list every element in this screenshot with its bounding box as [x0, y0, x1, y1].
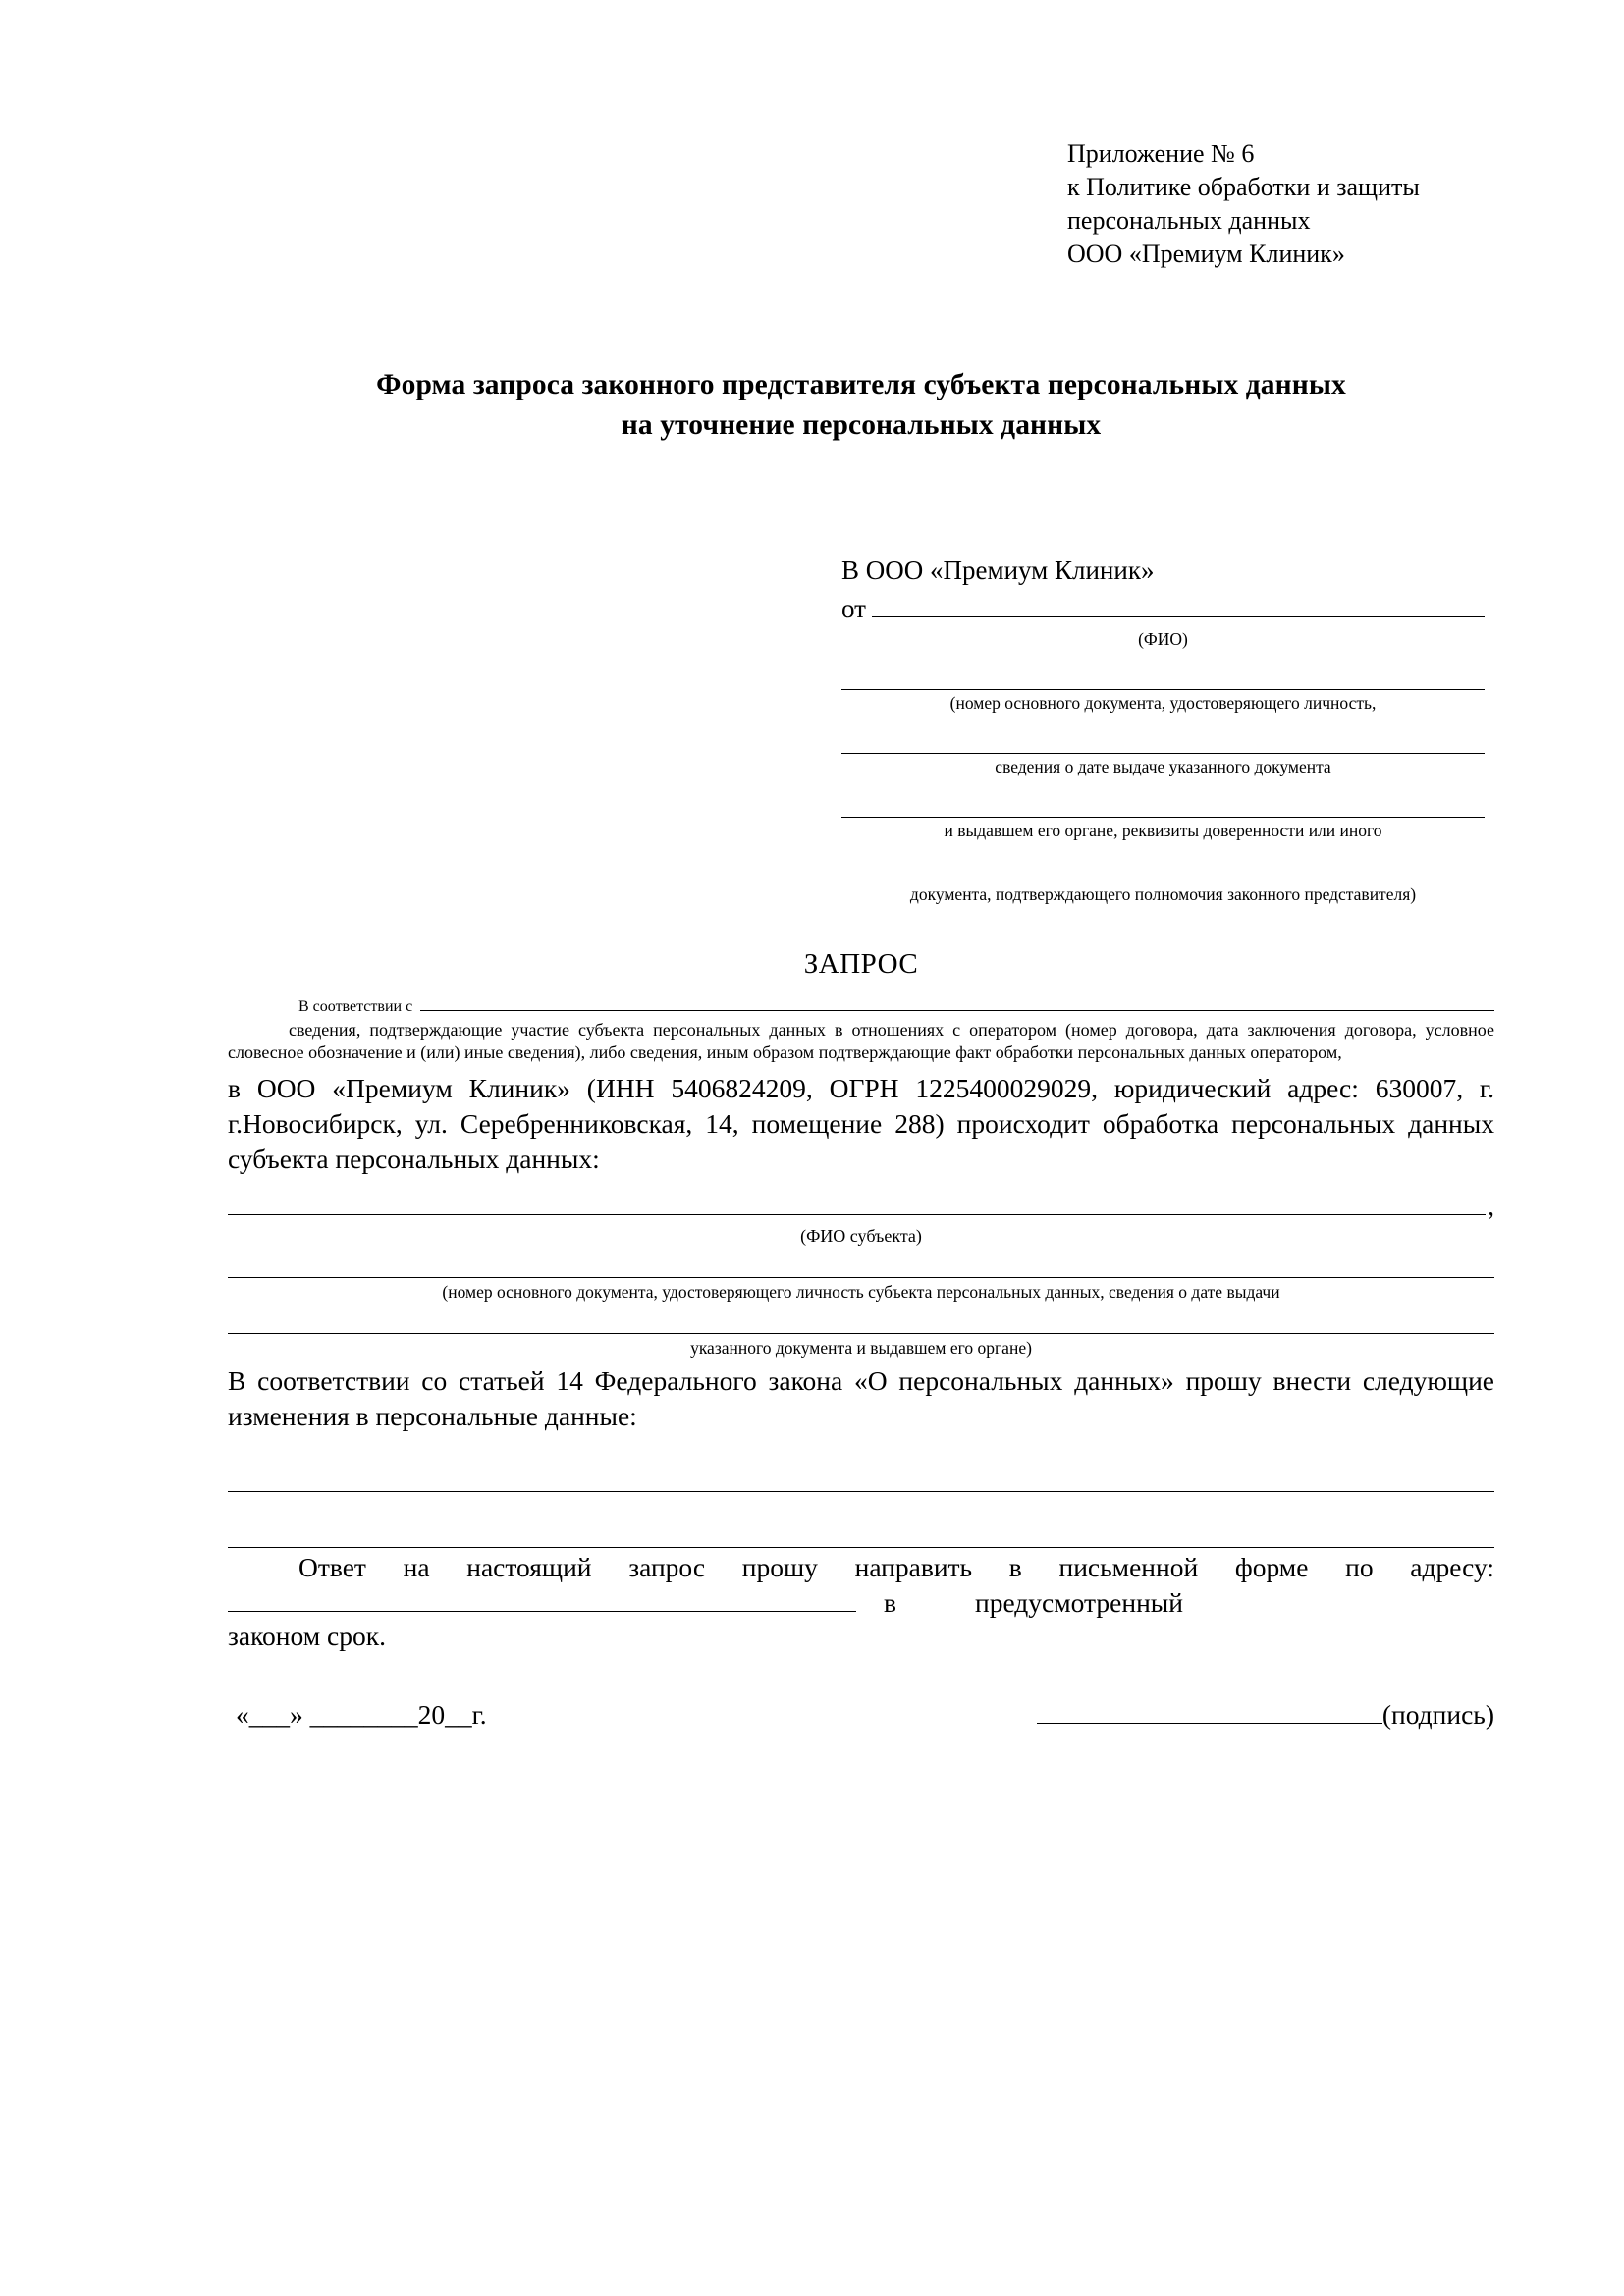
answer-word-1: в	[884, 1587, 896, 1618]
request-heading: ЗАПРОС	[803, 948, 919, 980]
appendix-line-3: персональных данных	[1067, 206, 1311, 235]
signature-row	[228, 1699, 1494, 1731]
caption-doc-number: (номер основного документа, удостоверяющего личность,	[949, 693, 1377, 713]
rep-doc-date-field[interactable]	[841, 723, 1485, 754]
from-label: от	[841, 594, 866, 623]
from-fio-field[interactable]	[872, 595, 1485, 617]
answer-word-2: предусмотренный	[975, 1587, 1183, 1618]
appendix-line-2: к Политике обработки и защиты	[1067, 173, 1420, 201]
answer-address-row	[228, 1585, 1494, 1619]
caption-subject-doc: (номер основного документа, удостоверяющего личность субъекта персональных данных, сведения о дате выдачи	[442, 1282, 1280, 1302]
document-content	[228, 137, 1494, 1731]
appendix-header	[1067, 137, 1494, 271]
addressee-organization: В ООО «Премиум Клиник»	[841, 556, 1155, 585]
law-paragraph: В соответствии со статьей 14 Федерального закона «О персональных данных» прошу внести следующие изменения в персональные данные:	[228, 1365, 1494, 1431]
caption-subject-doc-2: указанного документа и выдавшем его органе)	[690, 1338, 1032, 1358]
appendix-line-4: ООО «Премиум Клиник»	[1067, 240, 1345, 268]
signature-field[interactable]	[1037, 1699, 1382, 1724]
page-title	[228, 365, 1494, 446]
rep-doc-number-field[interactable]	[841, 660, 1485, 690]
appendix-line-1: Приложение № 6	[1067, 139, 1255, 168]
answer-paragraph-text: Ответ на настоящий запрос прошу направить в письменной форме по адресу:	[298, 1552, 1494, 1582]
date-stub[interactable]: «___» ________20__г.	[236, 1699, 487, 1730]
rep-doc-issuer-field[interactable]	[841, 787, 1485, 818]
rep-doc-powers-field[interactable]	[841, 851, 1485, 881]
page-title-line-1: Форма запроса законного представителя субъекта персональных данных	[376, 369, 1346, 400]
subject-doc-issuer-field[interactable]	[228, 1304, 1494, 1334]
answer-tail: законом срок.	[228, 1621, 386, 1651]
subject-fio-row	[228, 1191, 1494, 1222]
answer-paragraph	[228, 1550, 1494, 1585]
caption-doc-powers: документа, подтверждающего полномочия законного представителя)	[909, 884, 1417, 904]
subject-fio-field[interactable]	[228, 1191, 1486, 1215]
caption-subject-fio: (ФИО субъекта)	[800, 1226, 922, 1246]
in-accordance-row	[228, 988, 1494, 1016]
from-row	[841, 592, 1485, 626]
grounds-note-text: сведения, подтверждающие участие субъекта персональных данных в отношениях с оператором (номер договора, дата заключения договора, условное словесное обозначение и (или) иные сведения), либо сведения, иным образом подтверждающие факт обработки персональных данных оператором,	[228, 1020, 1494, 1062]
in-accordance-field[interactable]	[420, 988, 1494, 1011]
caption-fio: (ФИО)	[1138, 629, 1188, 649]
subject-doc-field[interactable]	[228, 1248, 1494, 1278]
grounds-note	[228, 1019, 1494, 1064]
subject-fio-comma: ,	[1488, 1192, 1494, 1221]
page-title-line-2: на уточнение персональных данных	[621, 409, 1102, 441]
operator-paragraph: в ООО «Премиум Клиник» (ИНН 5406824209, ОГРН 1225400029029, юридический адрес: 630007, г. г.Новосибирск, ул. Серебренниковская, 14, помещение 288) происходит обработка персональных данных субъекта персональных данных:	[228, 1073, 1494, 1174]
caption-doc-date: сведения о дате выдаче указанного документа	[995, 757, 1331, 776]
addressee-block	[841, 554, 1485, 905]
changes-field-line-1[interactable]	[228, 1458, 1494, 1492]
answer-address-field[interactable]	[228, 1585, 856, 1612]
signature-label: (подпись)	[1381, 1699, 1494, 1730]
in-accordance-label: В соответствии с	[298, 998, 413, 1015]
changes-field-line-2[interactable]	[228, 1514, 1494, 1548]
caption-doc-issuer: и выдавшем его органе, реквизиты доверенности или иного	[944, 821, 1382, 840]
